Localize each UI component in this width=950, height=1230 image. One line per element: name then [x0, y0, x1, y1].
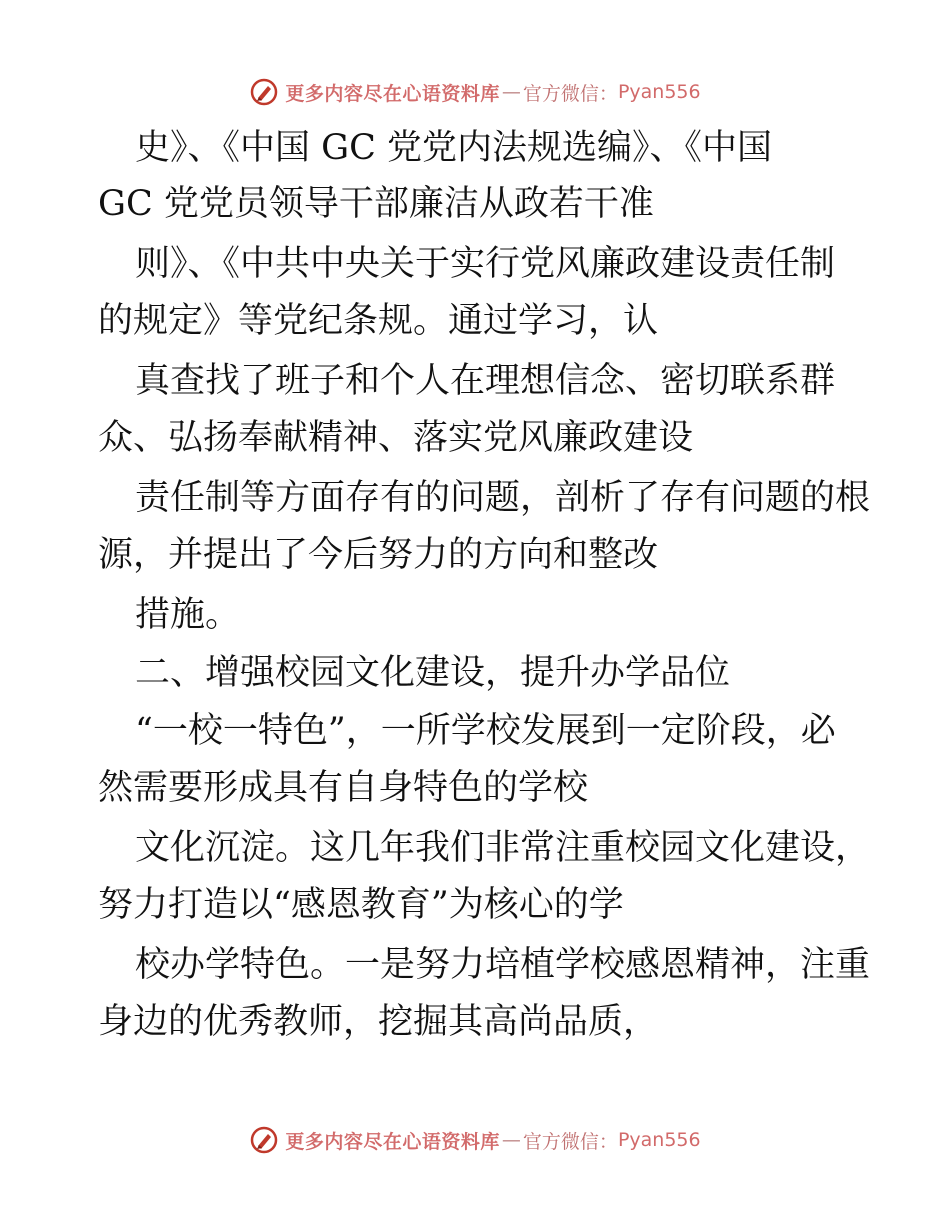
watermark-main-text: 更多内容尽在心语资料库: [285, 82, 500, 105]
text-line: 众、弘扬奉献精神、落实党风廉政建设: [98, 418, 694, 458]
pen-logo-icon: [249, 1125, 279, 1155]
text-line: 的规定》等党纪条规。通过学习，认: [98, 301, 659, 341]
text-line: 努力打造以“感恩教育”为核心的学: [98, 885, 624, 925]
watermark-dash: —: [501, 1129, 521, 1151]
watermark-wechat-label: 官方微信：: [522, 82, 618, 105]
text-line: 责任制等方面存有的问题，剖析了存有问题的根: [135, 478, 871, 518]
text-line: 源，并提出了今后努力的方向和整改: [98, 535, 659, 575]
text-line: GC 党党员领导干部廉洁从政若干准: [98, 184, 654, 224]
footer-watermark: [0, 1120, 950, 1160]
text-line: 真查找了班子和个人在理想信念、密切联系群: [135, 361, 836, 401]
text-line: 措施。: [135, 595, 241, 635]
text-line: “一校一特色”，一所学校发展到一定阶段，必: [135, 711, 836, 751]
watermark-wechat-label: 官方微信：: [522, 1130, 618, 1153]
text-line: 然需要形成具有自身特色的学校: [98, 768, 589, 808]
header-watermark: [0, 72, 950, 112]
text-line: 文化沉淀。这几年我们非常注重校园文化建设，: [135, 828, 871, 868]
text-line: 校办学特色。一是努力培植学校感恩精神，注重: [135, 945, 871, 985]
section-heading: 二、增强校园文化建设，提升办学品位: [135, 653, 731, 693]
watermark-dash: —: [501, 81, 521, 103]
watermark-wechat-id: Pyan556: [617, 1129, 701, 1151]
watermark-main-text: 更多内容尽在心语资料库: [285, 1130, 500, 1153]
watermark-wechat-id: Pyan556: [617, 81, 701, 103]
text-line: 则》、《中共中央关于实行党风廉政建设责任制: [135, 244, 836, 284]
text-line: 身边的优秀教师，挖掘其高尚品质，: [98, 1002, 659, 1042]
text-line: 史》、《中国 GC 党党内法规选编》、《中国: [135, 128, 772, 168]
pen-logo-icon: [249, 77, 279, 107]
